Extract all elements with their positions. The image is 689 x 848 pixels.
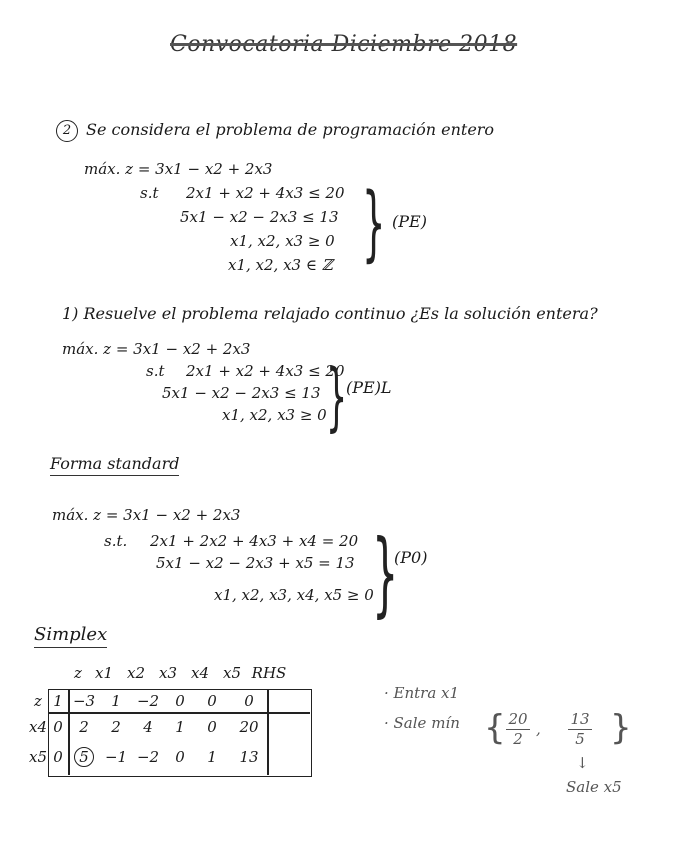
pivot-cell bbox=[68, 742, 100, 772]
table-cell: 0 bbox=[53, 748, 63, 766]
note-brace-right: } bbox=[610, 708, 632, 748]
relaxed-st-label: s.t bbox=[146, 362, 165, 380]
relaxed-constraint-2: 5x1 − x2 − 2x3 ≤ 13 bbox=[162, 384, 321, 402]
header-x5: x5 bbox=[222, 664, 241, 682]
problem-objective: máx. z = 3x1 − x2 + 2x3 bbox=[84, 160, 273, 178]
note-arrow: ↓ bbox=[576, 754, 589, 772]
standard-heading: Forma standard bbox=[50, 456, 179, 472]
table-cell: 4 bbox=[143, 718, 153, 736]
question-number: 2 bbox=[56, 120, 78, 142]
note-leaves: · Sale mín bbox=[384, 714, 460, 732]
problem-constraint-4: x1, x2, x3 ∈ ℤ bbox=[228, 256, 333, 274]
page-title: Convocatoria Diciembre 2018 bbox=[170, 32, 518, 57]
question-intro: Se considera el problema de programación entero bbox=[86, 120, 495, 139]
problem-brace: } bbox=[362, 176, 386, 271]
note-frac2-num: 13 bbox=[570, 710, 590, 728]
header-rhs: RHS bbox=[251, 664, 287, 682]
table-cell: 0 bbox=[207, 718, 217, 736]
problem-constraint-3: x1, x2, x3 ≥ 0 bbox=[230, 232, 335, 250]
header-x1: x1 bbox=[94, 664, 113, 682]
table-cell: 2 bbox=[79, 718, 89, 736]
standard-constraint-3: x1, x2, x3, x4, x5 ≥ 0 bbox=[214, 586, 374, 604]
table-cell: −2 bbox=[136, 748, 160, 766]
table-row bbox=[28, 712, 270, 742]
table-cell: 0 bbox=[207, 692, 217, 710]
table-cell: 13 bbox=[239, 748, 259, 766]
table-cell: 1 bbox=[53, 692, 63, 710]
table-cell: 0 bbox=[53, 718, 63, 736]
problem-label: (PE) bbox=[392, 212, 427, 231]
header-x4: x4 bbox=[190, 664, 209, 682]
problem-constraint-1: 2x1 + x2 + 4x3 ≤ 20 bbox=[186, 184, 345, 202]
table-cell: 1 bbox=[175, 718, 185, 736]
table-cell: −2 bbox=[136, 692, 160, 710]
table-cell: 0 bbox=[175, 748, 185, 766]
simplex-table bbox=[28, 690, 270, 772]
header-x2: x2 bbox=[126, 664, 145, 682]
problem-constraint-2: 5x1 − x2 − 2x3 ≤ 13 bbox=[180, 208, 339, 226]
standard-constraint-2: 5x1 − x2 − 2x3 + x5 = 13 bbox=[156, 554, 355, 572]
table-cell: 2 bbox=[111, 718, 121, 736]
table-cell: 0 bbox=[244, 692, 254, 710]
note-frac2-den: 5 bbox=[575, 730, 585, 748]
table-cell: 1 bbox=[207, 748, 217, 766]
table-cell: −1 bbox=[104, 748, 128, 766]
header-x3: x3 bbox=[158, 664, 177, 682]
relaxed-label: (PE)L bbox=[346, 378, 392, 397]
note-leaves-result: Sale x5 bbox=[566, 778, 622, 796]
standard-brace: } bbox=[372, 520, 399, 627]
note-enters: · Entra x1 bbox=[384, 684, 460, 702]
relaxed-brace: } bbox=[326, 354, 348, 440]
table-headers bbox=[48, 666, 290, 681]
row-basis: x5 bbox=[28, 748, 47, 766]
note-frac1-num: 20 bbox=[508, 710, 528, 728]
note-separator: , bbox=[536, 720, 541, 738]
note-frac1-den: 2 bbox=[513, 730, 523, 748]
standard-constraint-1: 2x1 + 2x2 + 4x3 + x4 = 20 bbox=[150, 532, 359, 550]
standard-st-label: s.t. bbox=[104, 532, 128, 550]
table-row bbox=[28, 742, 270, 772]
table-cell: 0 bbox=[175, 692, 185, 710]
note-brace-left: { bbox=[484, 708, 506, 748]
table-cell: 20 bbox=[239, 718, 259, 736]
table-row bbox=[28, 690, 270, 712]
relaxed-objective: máx. z = 3x1 − x2 + 2x3 bbox=[62, 340, 251, 358]
relaxed-constraint-3: x1, x2, x3 ≥ 0 bbox=[222, 406, 327, 424]
simplex-heading: Simplex bbox=[34, 626, 107, 644]
header-z: z bbox=[74, 664, 82, 682]
table-cell: 1 bbox=[111, 692, 121, 710]
standard-label: (P0) bbox=[394, 548, 428, 567]
problem-st-label: s.t bbox=[140, 184, 159, 202]
standard-objective: máx. z = 3x1 − x2 + 2x3 bbox=[52, 506, 241, 524]
row-basis: z bbox=[34, 692, 42, 710]
relaxed-constraint-1: 2x1 + x2 + 4x3 ≤ 20 bbox=[186, 362, 345, 380]
part1-question: 1) Resuelve el problema relajado continuo ¿Es la solución entera? bbox=[62, 304, 598, 323]
table-cell: −3 bbox=[72, 692, 96, 710]
row-basis: x4 bbox=[28, 718, 47, 736]
pivot-circle: 5 bbox=[74, 747, 94, 767]
